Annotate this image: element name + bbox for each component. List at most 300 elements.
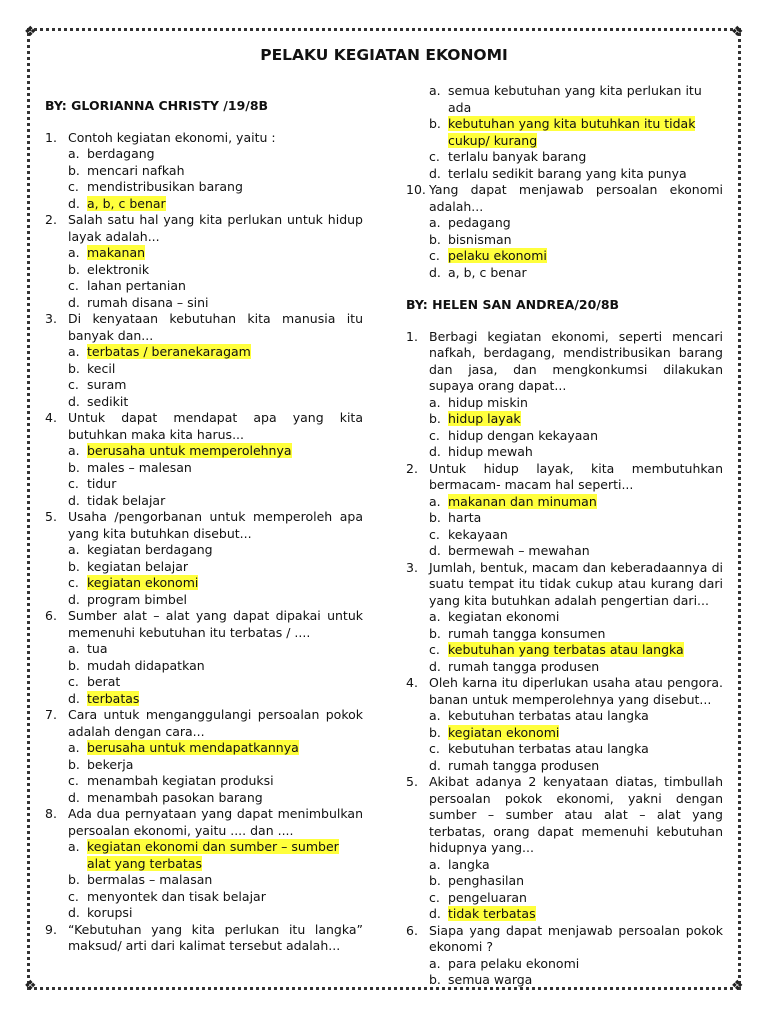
option-letter: d. bbox=[68, 591, 80, 607]
option-text bbox=[87, 179, 363, 196]
option-text bbox=[87, 163, 363, 180]
question-item bbox=[406, 774, 723, 857]
answer-option bbox=[406, 857, 723, 874]
question-number: 3. bbox=[45, 311, 57, 326]
option-letter: c. bbox=[429, 149, 440, 164]
option-letter: d. bbox=[68, 690, 80, 706]
option-letter: c. bbox=[429, 427, 440, 443]
option-text: bekerja bbox=[87, 756, 134, 772]
answer-option bbox=[406, 758, 723, 775]
question-item bbox=[406, 675, 723, 708]
answer-option bbox=[45, 146, 363, 163]
option-letter: b. bbox=[429, 625, 441, 641]
option-letter: b. bbox=[68, 459, 80, 475]
option-letter: b. bbox=[68, 872, 80, 887]
option-letter: b. bbox=[429, 231, 441, 247]
option-text bbox=[448, 890, 723, 907]
answer-option bbox=[45, 344, 363, 361]
author-heading: BY: HELEN SAN ANDREA/20/8B bbox=[406, 297, 620, 312]
answer-option bbox=[45, 641, 363, 658]
option-letter: a. bbox=[68, 839, 80, 854]
question-text: Ada dua pernyataan yang dapat menimbulkan persoalan ekonomi, yaitu .... dan .... bbox=[68, 806, 363, 838]
answer-option bbox=[45, 740, 363, 757]
option-text: kebutuhan yang kita butuhkan itu tidak cukup/ kurang bbox=[448, 116, 696, 148]
question-text: Untuk hidup layak, kita membutuhkan bermacam- macam hal seperti... bbox=[429, 460, 723, 492]
option-text: kegiatan ekonomi dan sumber – sumber alat yang terbatas bbox=[87, 839, 339, 871]
option-letter: c. bbox=[429, 248, 440, 263]
option-text: elektronik bbox=[87, 261, 150, 277]
correct-answer-highlight bbox=[87, 344, 363, 361]
option-letter: d. bbox=[68, 393, 80, 409]
question-item bbox=[45, 130, 363, 147]
question-text: Usaha /pengorbanan untuk memperoleh apa yang kita butuhkan disebut... bbox=[68, 509, 363, 541]
answer-option bbox=[45, 691, 363, 708]
option-text bbox=[448, 659, 723, 676]
answer-option bbox=[45, 278, 363, 295]
option-text bbox=[448, 956, 723, 973]
option-letter: c. bbox=[429, 526, 440, 542]
option-text bbox=[448, 543, 723, 560]
option-text bbox=[87, 658, 363, 675]
option-text: langka bbox=[448, 856, 490, 872]
question-item bbox=[45, 410, 363, 443]
option-letter: b. bbox=[429, 510, 441, 525]
corner-ornament-icon: ❖ bbox=[731, 978, 744, 994]
answer-option bbox=[406, 708, 723, 725]
option-text: kekayaan bbox=[448, 526, 508, 542]
option-text bbox=[87, 790, 363, 807]
option-letter: a. bbox=[429, 955, 441, 971]
option-letter: a. bbox=[429, 708, 441, 723]
option-text bbox=[448, 741, 723, 758]
question-text: Oleh karna itu diperlukan usaha atau pengora. banan untuk memperolehnya yang disebut... bbox=[429, 675, 723, 707]
option-text: makanan dan minuman bbox=[448, 493, 597, 509]
option-letter: c. bbox=[68, 674, 79, 689]
option-text: pedagang bbox=[448, 215, 511, 230]
option-letter: c. bbox=[68, 476, 79, 491]
option-letter: c. bbox=[68, 179, 79, 194]
option-letter: c. bbox=[68, 773, 79, 788]
option-letter: a. bbox=[429, 493, 441, 509]
option-text: kebutuhan terbatas atau langka bbox=[448, 741, 649, 756]
option-text: terbatas / beranekaragam bbox=[87, 344, 251, 359]
option-text bbox=[87, 377, 363, 394]
option-text bbox=[87, 559, 363, 576]
answer-option bbox=[45, 542, 363, 559]
question-text: “Kebutuhan yang kita perlukan itu langka” maksud/ arti dari kalimat tersebut adalah... bbox=[68, 921, 363, 953]
question-item bbox=[406, 560, 723, 610]
option-text bbox=[87, 460, 363, 477]
option-text bbox=[448, 857, 723, 874]
option-text bbox=[87, 394, 363, 411]
option-text: suram bbox=[87, 377, 127, 392]
answer-option bbox=[45, 674, 363, 691]
question-item bbox=[45, 311, 363, 344]
answer-option bbox=[406, 411, 723, 428]
question-number: 4. bbox=[45, 410, 57, 425]
option-text bbox=[448, 758, 723, 775]
answer-option bbox=[45, 905, 363, 922]
option-letter: a. bbox=[429, 856, 441, 872]
option-text bbox=[448, 166, 723, 183]
option-letter: d. bbox=[68, 789, 80, 805]
question-text: Cara untuk menganggulangi persoalan pokok adalah dengan cara... bbox=[68, 707, 363, 739]
correct-answer-highlight bbox=[87, 245, 363, 262]
answer-option bbox=[406, 527, 723, 544]
option-text bbox=[448, 428, 723, 445]
question-number: 5. bbox=[45, 509, 57, 524]
option-letter: a. bbox=[68, 146, 80, 161]
option-letter: c. bbox=[429, 741, 440, 756]
option-text bbox=[448, 527, 723, 544]
option-text bbox=[87, 641, 363, 658]
option-text bbox=[448, 215, 723, 232]
left-column bbox=[45, 98, 363, 955]
question-number: 2. bbox=[406, 460, 418, 476]
answer-option bbox=[406, 890, 723, 907]
answer-option bbox=[406, 232, 723, 249]
answer-option bbox=[45, 443, 363, 460]
correct-answer-highlight bbox=[87, 691, 363, 708]
answer-option bbox=[45, 460, 363, 477]
option-text bbox=[87, 773, 363, 790]
option-text: bermalas – malasan bbox=[87, 872, 213, 887]
question-number: 5. bbox=[406, 774, 418, 789]
option-text: semua warga bbox=[448, 972, 533, 987]
question-text: Sumber alat – alat yang dapat dipakai untuk memenuhi kebutuhan itu terbatas / .... bbox=[68, 608, 363, 640]
option-text: a, b, c benar bbox=[448, 264, 527, 280]
option-text: kegiatan ekonomi bbox=[448, 724, 560, 740]
answer-option bbox=[45, 559, 363, 576]
question-text: Salah satu hal yang kita perlukan untuk hidup layak adalah... bbox=[68, 212, 363, 244]
question-item bbox=[406, 461, 723, 494]
correct-answer-highlight bbox=[448, 906, 723, 923]
question-text: Akibat adanya 2 kenyataan diatas, timbullah persoalan pokok ekonomi, yakni dengan sumber – sumber atau alat – alat yang terbatas, orang dapat memenuhi kebutuhan hidupnya yang... bbox=[429, 774, 723, 855]
option-letter: a. bbox=[68, 740, 80, 755]
question-text: Di kenyataan kebutuhan kita manusia itu banyak dan... bbox=[68, 311, 363, 343]
option-text bbox=[448, 149, 723, 166]
option-letter: a. bbox=[68, 641, 80, 656]
option-text: males – malesan bbox=[87, 459, 192, 475]
question-text: Jumlah, bentuk, macam dan keberadaannya di suatu tempat itu tidak cukup atau kurang dari yang kita butuhkan adalah pengertian dari... bbox=[429, 559, 723, 608]
option-text bbox=[448, 395, 723, 412]
answer-option bbox=[406, 494, 723, 511]
option-text: kegiatan ekonomi bbox=[448, 609, 560, 624]
option-letter: a. bbox=[68, 443, 80, 458]
option-text: mencari nafkah bbox=[87, 162, 185, 178]
option-text: terlalu sedikit barang yang kita punya bbox=[448, 165, 687, 181]
option-text: program bimbel bbox=[87, 591, 188, 607]
option-text bbox=[448, 83, 723, 116]
option-text: menambah kegiatan produksi bbox=[87, 773, 274, 788]
option-text: kebutuhan terbatas atau langka bbox=[448, 708, 649, 723]
option-text: pelaku ekonomi bbox=[448, 248, 547, 263]
answer-option bbox=[406, 83, 723, 116]
option-letter: d. bbox=[429, 906, 441, 921]
option-text: kegiatan belajar bbox=[87, 558, 189, 574]
option-letter: a. bbox=[429, 83, 441, 98]
option-text bbox=[87, 295, 363, 312]
section-spacer bbox=[406, 281, 723, 297]
question-number: 1. bbox=[45, 129, 57, 145]
option-text: menyontek dan tisak belajar bbox=[87, 888, 266, 904]
option-text bbox=[87, 542, 363, 559]
question-number: 10. bbox=[406, 182, 426, 197]
corner-ornament-icon: ❖ bbox=[24, 978, 37, 994]
answer-option bbox=[45, 658, 363, 675]
option-letter: b. bbox=[429, 972, 441, 987]
question-item bbox=[45, 806, 363, 839]
option-letter: b. bbox=[68, 360, 80, 376]
option-letter: b. bbox=[68, 657, 80, 673]
option-text: berat bbox=[87, 674, 121, 689]
option-letter: d. bbox=[68, 294, 80, 310]
option-letter: d. bbox=[68, 195, 80, 211]
option-text: makanan bbox=[87, 245, 146, 260]
question-number: 3. bbox=[406, 559, 418, 575]
answer-option bbox=[406, 972, 723, 989]
option-letter: b. bbox=[429, 873, 441, 888]
option-text: hidup layak bbox=[448, 411, 521, 426]
correct-answer-highlight bbox=[87, 443, 363, 460]
answer-option bbox=[45, 839, 363, 872]
correct-answer-highlight bbox=[448, 642, 723, 659]
correct-answer-highlight bbox=[448, 248, 723, 265]
answer-option bbox=[45, 179, 363, 196]
question-item bbox=[406, 329, 723, 395]
correct-answer-highlight bbox=[448, 116, 723, 149]
option-text: berusaha untuk memperolehnya bbox=[87, 443, 292, 458]
answer-option bbox=[406, 609, 723, 626]
answer-option bbox=[45, 163, 363, 180]
question-item bbox=[45, 509, 363, 542]
option-text: bermewah – mewahan bbox=[448, 543, 590, 558]
option-text bbox=[87, 592, 363, 609]
question-text: Untuk dapat mendapat apa yang kita butuhkan maka kita harus... bbox=[68, 410, 363, 442]
question-item bbox=[406, 923, 723, 956]
option-text: hidup mewah bbox=[448, 444, 533, 459]
question-number: 1. bbox=[406, 328, 418, 344]
option-text bbox=[448, 626, 723, 643]
option-letter: d. bbox=[68, 905, 80, 920]
option-text bbox=[87, 757, 363, 774]
question-text: Siapa yang dapat menjawab persoalan pokok ekonomi ? bbox=[429, 922, 723, 954]
option-text bbox=[87, 476, 363, 493]
answer-option bbox=[45, 757, 363, 774]
corner-ornament-icon: ❖ bbox=[24, 24, 37, 40]
answer-option bbox=[45, 773, 363, 790]
option-text: kegiatan ekonomi bbox=[87, 575, 199, 590]
option-text: penghasilan bbox=[448, 873, 525, 888]
question-number: 7. bbox=[45, 707, 57, 722]
answer-option bbox=[406, 149, 723, 166]
option-letter: a. bbox=[429, 394, 441, 410]
option-text bbox=[448, 510, 723, 527]
correct-answer-highlight bbox=[87, 196, 363, 213]
right-column bbox=[406, 83, 723, 989]
correct-answer-highlight bbox=[448, 411, 723, 428]
option-letter: c. bbox=[68, 278, 79, 293]
option-text: tidur bbox=[87, 476, 117, 491]
option-text: menambah pasokan barang bbox=[87, 789, 263, 805]
answer-option bbox=[45, 196, 363, 213]
option-letter: c. bbox=[68, 377, 79, 392]
option-text: terlalu banyak barang bbox=[448, 149, 587, 164]
option-letter: d. bbox=[68, 492, 80, 508]
question-number: 4. bbox=[406, 675, 418, 690]
option-letter: b. bbox=[68, 756, 80, 772]
option-text: hidup miskin bbox=[448, 394, 528, 410]
answer-option bbox=[406, 543, 723, 560]
answer-option bbox=[45, 889, 363, 906]
answer-option bbox=[406, 906, 723, 923]
option-text: bisnisman bbox=[448, 231, 512, 247]
option-letter: a. bbox=[68, 344, 80, 359]
option-letter: c. bbox=[68, 888, 79, 904]
option-text bbox=[448, 265, 723, 282]
option-text: tua bbox=[87, 641, 108, 656]
answer-option bbox=[45, 592, 363, 609]
option-text: kegiatan berdagang bbox=[87, 542, 213, 557]
answer-option bbox=[406, 873, 723, 890]
option-letter: d. bbox=[429, 264, 441, 280]
option-text: rumah tangga produsen bbox=[448, 757, 600, 773]
answer-option bbox=[45, 394, 363, 411]
answer-option bbox=[406, 248, 723, 265]
answer-option bbox=[45, 262, 363, 279]
question-item bbox=[45, 707, 363, 740]
option-letter: d. bbox=[429, 165, 441, 181]
answer-option bbox=[406, 395, 723, 412]
option-text: tidak belajar bbox=[87, 492, 166, 508]
option-text: berusaha untuk mendapatkannya bbox=[87, 740, 299, 755]
option-letter: b. bbox=[429, 116, 441, 131]
option-text: hidup dengan kekayaan bbox=[448, 427, 598, 443]
option-text bbox=[448, 873, 723, 890]
option-text bbox=[448, 444, 723, 461]
option-text bbox=[448, 232, 723, 249]
option-text: tidak terbatas bbox=[448, 906, 536, 921]
option-text: rumah tangga produsen bbox=[448, 658, 600, 674]
option-text bbox=[448, 972, 723, 989]
option-text: mudah didapatkan bbox=[87, 657, 205, 673]
option-text bbox=[448, 708, 723, 725]
answer-option bbox=[406, 428, 723, 445]
answer-option bbox=[406, 725, 723, 742]
option-text: kecil bbox=[87, 360, 116, 376]
answer-option bbox=[406, 510, 723, 527]
question-item bbox=[45, 922, 363, 955]
option-letter: b. bbox=[429, 411, 441, 426]
question-item bbox=[45, 212, 363, 245]
answer-option bbox=[45, 377, 363, 394]
option-text bbox=[87, 278, 363, 295]
option-text: korupsi bbox=[87, 905, 133, 920]
option-text: kebutuhan yang terbatas atau langka bbox=[448, 642, 684, 657]
option-text: sedikit bbox=[87, 393, 129, 409]
correct-answer-highlight bbox=[87, 839, 363, 872]
option-text: semua kebutuhan yang kita perlukan itu ada bbox=[448, 83, 702, 115]
question-text: Yang dapat menjawab persoalan ekonomi adalah... bbox=[429, 182, 723, 214]
option-text: berdagang bbox=[87, 146, 155, 161]
answer-option bbox=[45, 575, 363, 592]
page-title: PELAKU KEGIATAN EKONOMI bbox=[260, 46, 508, 64]
option-text: mendistribusikan barang bbox=[87, 179, 243, 194]
answer-option bbox=[45, 245, 363, 262]
option-letter: c. bbox=[429, 889, 440, 905]
question-item bbox=[406, 182, 723, 215]
option-text bbox=[87, 361, 363, 378]
question-number: 6. bbox=[45, 608, 57, 623]
option-letter: c. bbox=[68, 575, 79, 590]
option-text bbox=[87, 905, 363, 922]
answer-option bbox=[406, 659, 723, 676]
option-text: a, b, c benar bbox=[87, 195, 166, 211]
option-letter: c. bbox=[429, 642, 440, 657]
answer-option bbox=[406, 444, 723, 461]
correct-answer-highlight bbox=[448, 725, 723, 742]
question-text: Berbagi kegiatan ekonomi, seperti mencari nafkah, berdagang, mendistribusikan barang dan jasa, dan mengkonkumsi dilakukan supaya orang dapat... bbox=[429, 328, 723, 393]
answer-option bbox=[406, 166, 723, 183]
option-letter: a. bbox=[68, 245, 80, 260]
answer-option bbox=[45, 790, 363, 807]
answer-option bbox=[406, 215, 723, 232]
question-text: Contoh kegiatan ekonomi, yaitu : bbox=[68, 129, 276, 145]
option-text: lahan pertanian bbox=[87, 278, 186, 293]
answer-option bbox=[45, 872, 363, 889]
option-text bbox=[87, 674, 363, 691]
author-heading: BY: GLORIANNA CHRISTY /19/8B bbox=[45, 98, 269, 113]
option-text bbox=[448, 609, 723, 626]
option-letter: b. bbox=[68, 558, 80, 574]
option-text: rumah tangga konsumen bbox=[448, 625, 606, 641]
answer-option bbox=[406, 741, 723, 758]
answer-option bbox=[406, 642, 723, 659]
option-letter: d. bbox=[429, 757, 441, 773]
option-text bbox=[87, 889, 363, 906]
option-letter: d. bbox=[429, 543, 441, 558]
option-text bbox=[87, 493, 363, 510]
answer-option bbox=[45, 295, 363, 312]
option-letter: a. bbox=[429, 609, 441, 624]
option-letter: d. bbox=[429, 658, 441, 674]
option-letter: b. bbox=[429, 724, 441, 740]
option-letter: b. bbox=[68, 162, 80, 178]
option-letter: a. bbox=[68, 542, 80, 557]
question-number: 9. bbox=[45, 921, 57, 937]
correct-answer-highlight bbox=[448, 494, 723, 511]
option-letter: d. bbox=[429, 444, 441, 459]
question-number: 2. bbox=[45, 212, 57, 227]
question-number: 6. bbox=[406, 922, 418, 938]
answer-option bbox=[45, 476, 363, 493]
correct-answer-highlight bbox=[87, 740, 363, 757]
option-text: terbatas bbox=[87, 690, 140, 706]
option-text: rumah disana – sini bbox=[87, 294, 209, 310]
answer-option bbox=[45, 493, 363, 510]
option-letter: a. bbox=[429, 215, 441, 230]
answer-option bbox=[406, 956, 723, 973]
correct-answer-highlight bbox=[87, 575, 363, 592]
question-item bbox=[45, 608, 363, 641]
question-number: 8. bbox=[45, 806, 57, 821]
answer-option bbox=[45, 361, 363, 378]
option-text bbox=[87, 872, 363, 889]
corner-ornament-icon: ❖ bbox=[731, 24, 744, 40]
option-letter: b. bbox=[68, 261, 80, 277]
option-text bbox=[87, 262, 363, 279]
answer-option bbox=[406, 116, 723, 149]
